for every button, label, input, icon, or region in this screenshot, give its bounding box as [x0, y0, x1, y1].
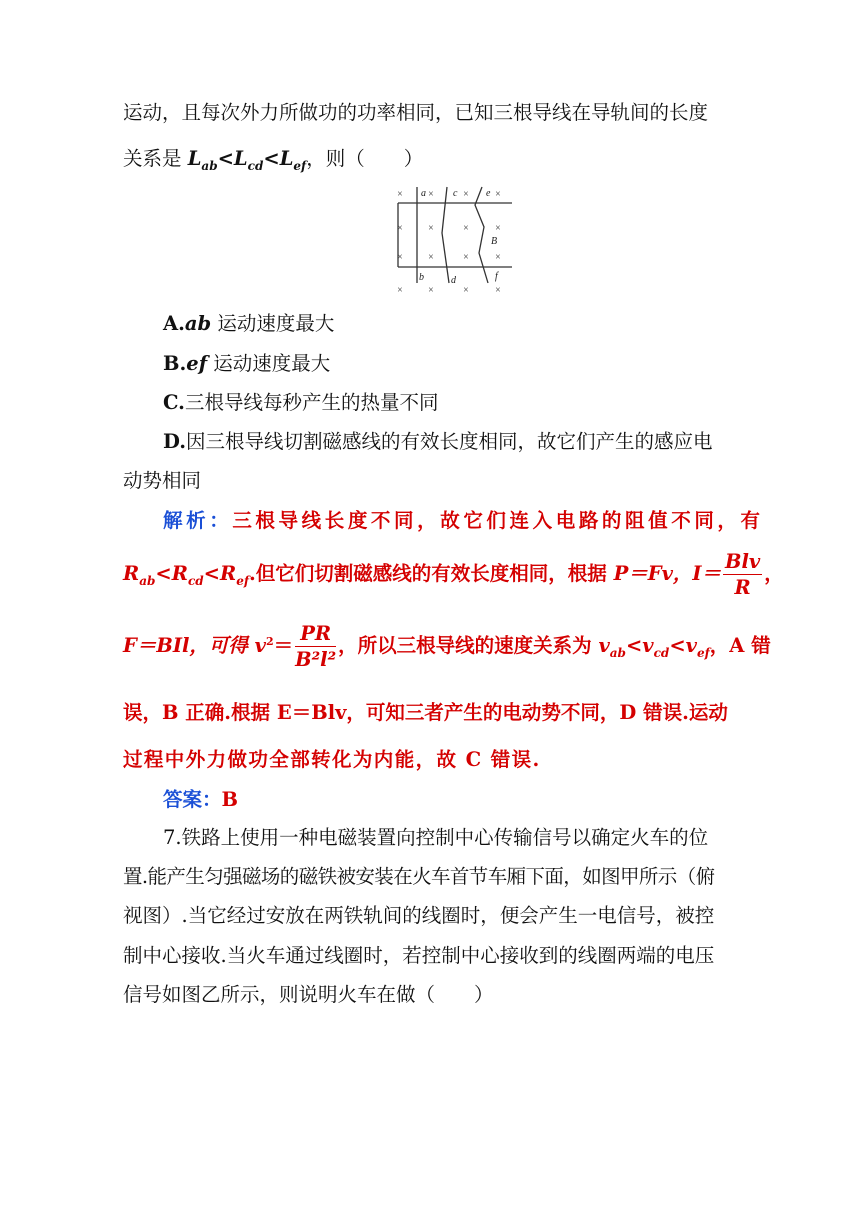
- intro-line-2-prefix: 关系是: [123, 147, 188, 170]
- option-c: [163, 393, 438, 413]
- fraction-blv-r: [723, 552, 762, 597]
- analysis-text-3: ，所以三根导线的速度关系为: [338, 634, 599, 657]
- svg-text:×: ×: [428, 252, 434, 263]
- analysis-line-3: F＝BIl，可得 $v^2=$ $\frac{PR}{\text{B²l²}}$ ，所以三根导线的速度关系为 $v_{ab}<v_{cd}<v_{ef}$，A 错: [123, 622, 771, 671]
- formula-p: P＝Fv，I＝: [613, 562, 722, 585]
- option-b: [163, 354, 330, 374]
- svg-text:×: ×: [428, 285, 434, 296]
- svg-text:×: ×: [428, 223, 434, 234]
- option-c-letter: C.: [163, 391, 185, 414]
- label-b: b: [419, 272, 424, 283]
- label-B: B: [491, 236, 498, 247]
- analysis-text-1: 三根导线长度不同，故它们连入电路的阻值不同，有: [232, 509, 764, 532]
- option-d: [163, 432, 713, 452]
- answer-label: 答案：: [163, 788, 222, 811]
- q7-line-5: 信号如图乙所示，则说明火车在做（ ）: [123, 983, 494, 1006]
- analysis-text-3-end: ，A 错: [709, 634, 771, 657]
- analysis-line-5: 过程中外力做功全部转化为内能，故 C 错误.: [123, 748, 541, 771]
- svg-text:×: ×: [397, 252, 403, 263]
- fraction-1-denominator: R: [734, 575, 751, 599]
- velocity-relation: $v_{ab}<v_{cd}<v_{ef}$: [598, 634, 710, 660]
- q7-line-2: 置.能产生匀强磁场的磁铁被安装在火车首节车厢下面，如图甲所示（俯: [123, 865, 715, 888]
- svg-text:×: ×: [397, 285, 403, 296]
- option-a-letter: A.: [163, 312, 185, 335]
- option-d-letter: D.: [163, 430, 187, 453]
- length-relation: $L_{ab}<L_{cd}<L_{ef}$: [187, 147, 307, 173]
- analysis-line-4: 误，B 正确.根据 E＝Blv，可知三者产生的电动势不同，D 错误.运动: [123, 701, 728, 724]
- option-b-var: ef: [186, 352, 208, 375]
- svg-text:×: ×: [495, 223, 501, 234]
- analysis-line-2: $R_{ab}<R_{cd}<R_{ef}$.但它们切割磁感线的有效长度相同，根据 P＝Fv，I＝ $\frac{\text{Blv}}{R}$ ，: [123, 550, 784, 599]
- option-a-var: ab: [184, 312, 212, 335]
- svg-text:×: ×: [495, 252, 501, 263]
- svg-text:×: ×: [463, 285, 469, 296]
- label-a: a: [421, 188, 426, 199]
- formula-f: F＝BIl，可得 v: [123, 634, 266, 657]
- svg-text:×: ×: [397, 223, 403, 234]
- q7-line-4: 制中心接收.当火车通过线圈时，若控制中心接收到的线圈两端的电压: [123, 944, 715, 967]
- option-d-continuation: 动势相同: [123, 469, 202, 492]
- fraction-pr-b2l2: [295, 624, 336, 669]
- conductor-cd: [442, 187, 449, 283]
- analysis-line-1: [163, 511, 764, 531]
- fraction-2-numerator: PR: [295, 624, 336, 647]
- svg-text:×: ×: [463, 223, 469, 234]
- svg-text:×: ×: [397, 189, 403, 200]
- option-b-letter: B.: [163, 352, 187, 375]
- label-d: d: [451, 275, 456, 286]
- q7-line-1: 7.铁路上使用一种电磁装置向控制中心传输信号以确定火车的位: [163, 826, 709, 849]
- svg-text:×: ×: [463, 189, 469, 200]
- resistance-relation: $R_{ab}<R_{cd}<R_{ef}$: [123, 562, 249, 588]
- option-d-text: 因三根导线切割磁感线的有效长度相同，故它们产生的感应电: [186, 430, 713, 453]
- answer: [163, 790, 238, 810]
- fraction-1-numerator: Blv: [725, 550, 761, 573]
- label-e: e: [486, 188, 491, 199]
- option-a-text: 运动速度最大: [211, 312, 335, 335]
- intro-line-1: 运动，且每次外力所做功的功率相同，已知三根导线在导轨间的长度: [123, 101, 709, 124]
- svg-text:×: ×: [495, 189, 501, 200]
- fraction-2-denominator: B²l²: [295, 647, 337, 671]
- label-c: c: [453, 188, 458, 199]
- q7-line-3: 视图）.当它经过安放在两铁轨间的线圈时，便会产生一电信号，被控: [123, 904, 715, 927]
- answer-value: B: [221, 788, 238, 811]
- svg-text:×: ×: [428, 189, 434, 200]
- option-c-text: 三根导线每秒产生的热量不同: [184, 391, 439, 414]
- analysis-text-2: .但它们切割磁感线的有效长度相同，根据: [248, 562, 614, 585]
- analysis-label: 解析：: [163, 509, 233, 532]
- formula-equals: ＝: [273, 634, 294, 657]
- intro-line-2: [123, 147, 424, 173]
- option-b-text: 运动速度最大: [207, 352, 331, 375]
- svg-text:×: ×: [495, 285, 501, 296]
- rail-figure: [388, 183, 512, 299]
- intro-line-2-suffix: ，则（ ）: [306, 147, 424, 170]
- conductor-ef: [475, 187, 488, 283]
- label-f: f: [495, 271, 498, 282]
- option-a: [163, 314, 334, 334]
- svg-text:×: ×: [463, 252, 469, 263]
